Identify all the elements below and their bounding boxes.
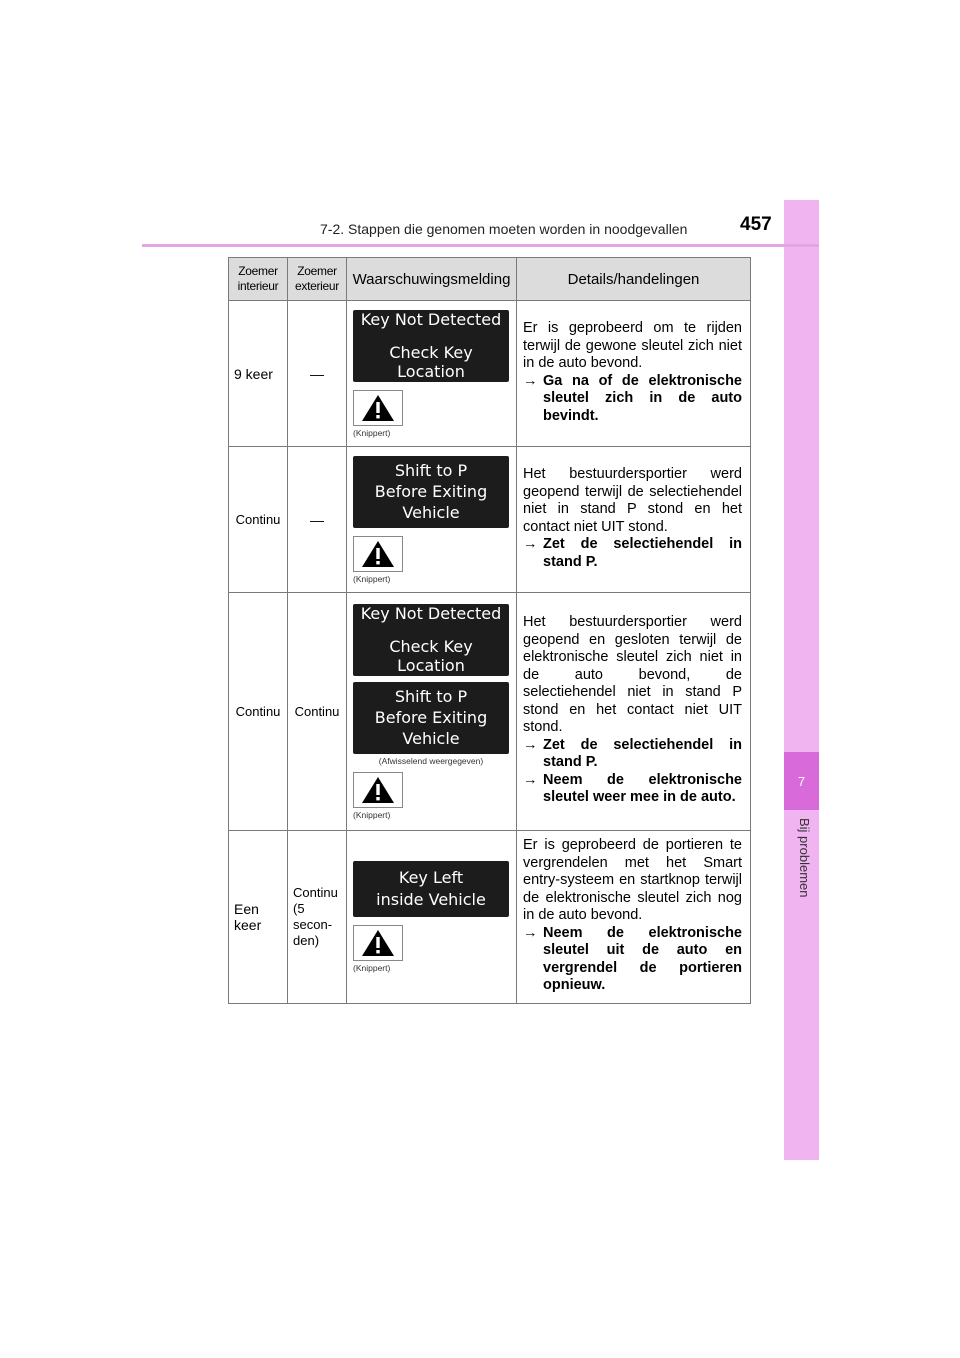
cell-interior: Continu <box>229 447 288 593</box>
cell-warning <box>347 593 517 831</box>
cell-interior: Continu <box>229 593 288 831</box>
cell-details: Er is geprobeerd de portieren te vergrendelen met het Smart entry-systeem en startknop terwijl de elektronische sleutel zich nog in de auto bevond. → Neem de elektronische sleutel uit de auto en vergrendel de portieren opnieuw. <box>517 831 751 1004</box>
blink-caption: (Knippert) <box>353 573 391 584</box>
warning-table <box>228 257 751 1004</box>
warning-triangle-icon <box>353 925 403 961</box>
cell-warning <box>347 447 517 593</box>
chapter-title: Bij problemen <box>797 818 812 898</box>
chapter-number: 7 <box>784 752 819 810</box>
warning-display: Shift to P Before Exiting Vehicle <box>353 456 509 528</box>
warning-triangle-icon <box>353 390 403 426</box>
header-zoomer-interieur: Zoemer interieur <box>229 258 288 301</box>
warning-display: Key Left inside Vehicle <box>353 861 509 917</box>
cell-exterior: Continu <box>288 593 347 831</box>
table-row <box>229 447 751 593</box>
cell-interior: 9 keer <box>229 301 288 447</box>
cell-details: Het bestuurdersportier werd geopend terwijl de selectiehendel niet in stand P stond en het contact niet UIT stond. → Zet de selectiehendel in stand P. <box>517 447 751 593</box>
header-warning: Waarschuwingsmelding <box>347 258 517 301</box>
blink-caption: (Knippert) <box>353 962 391 973</box>
header-zoomer-exterieur: Zoemer exterieur <box>288 258 347 301</box>
cell-details: Het bestuurdersportier werd geopend en gesloten terwijl de elektronische sleutel zich niet in de auto bevond, de selectiehendel niet in stand P stond en het contact niet UIT stond. → Zet de selectiehendel in stand P. → Neem de elektronische sleutel weer mee in de auto. <box>517 593 751 831</box>
table-row <box>229 831 751 1004</box>
warning-triangle-icon <box>353 772 403 808</box>
warning-display-shift: Shift to P Before Exiting Vehicle <box>353 682 509 754</box>
cell-details: Er is geprobeerd om te rijden terwijl de gewone sleutel zich niet in de auto bevond. → Ga na of de elektronische sleutel zich in de auto bevindt. <box>517 301 751 447</box>
cell-exterior: — <box>288 447 347 593</box>
table-row <box>229 593 751 831</box>
warning-triangle-icon <box>353 536 403 572</box>
cell-warning <box>347 831 517 1004</box>
alternate-caption: (Afwisselend weergegeven) <box>378 755 484 766</box>
section-title: 7-2. Stappen die genomen moeten worden in noodgevallen <box>320 221 688 237</box>
cell-interior: Een keer <box>229 831 288 1004</box>
blink-caption: (Knippert) <box>353 809 391 820</box>
cell-warning <box>347 301 517 447</box>
warning-display-key: Key Not Detected Check Key Location <box>353 604 509 676</box>
header-details: Details/handelingen <box>517 258 751 301</box>
header-divider <box>142 244 819 247</box>
table-row <box>229 301 751 447</box>
blink-caption: (Knippert) <box>353 427 391 438</box>
warning-display: Key Not Detected Check Key Location <box>353 310 509 382</box>
page-number: 457 <box>740 214 772 235</box>
table-header-row <box>229 258 751 301</box>
cell-exterior: — <box>288 301 347 447</box>
side-tab <box>784 200 819 1160</box>
cell-exterior: Continu (5 secon- den) <box>288 831 347 1004</box>
